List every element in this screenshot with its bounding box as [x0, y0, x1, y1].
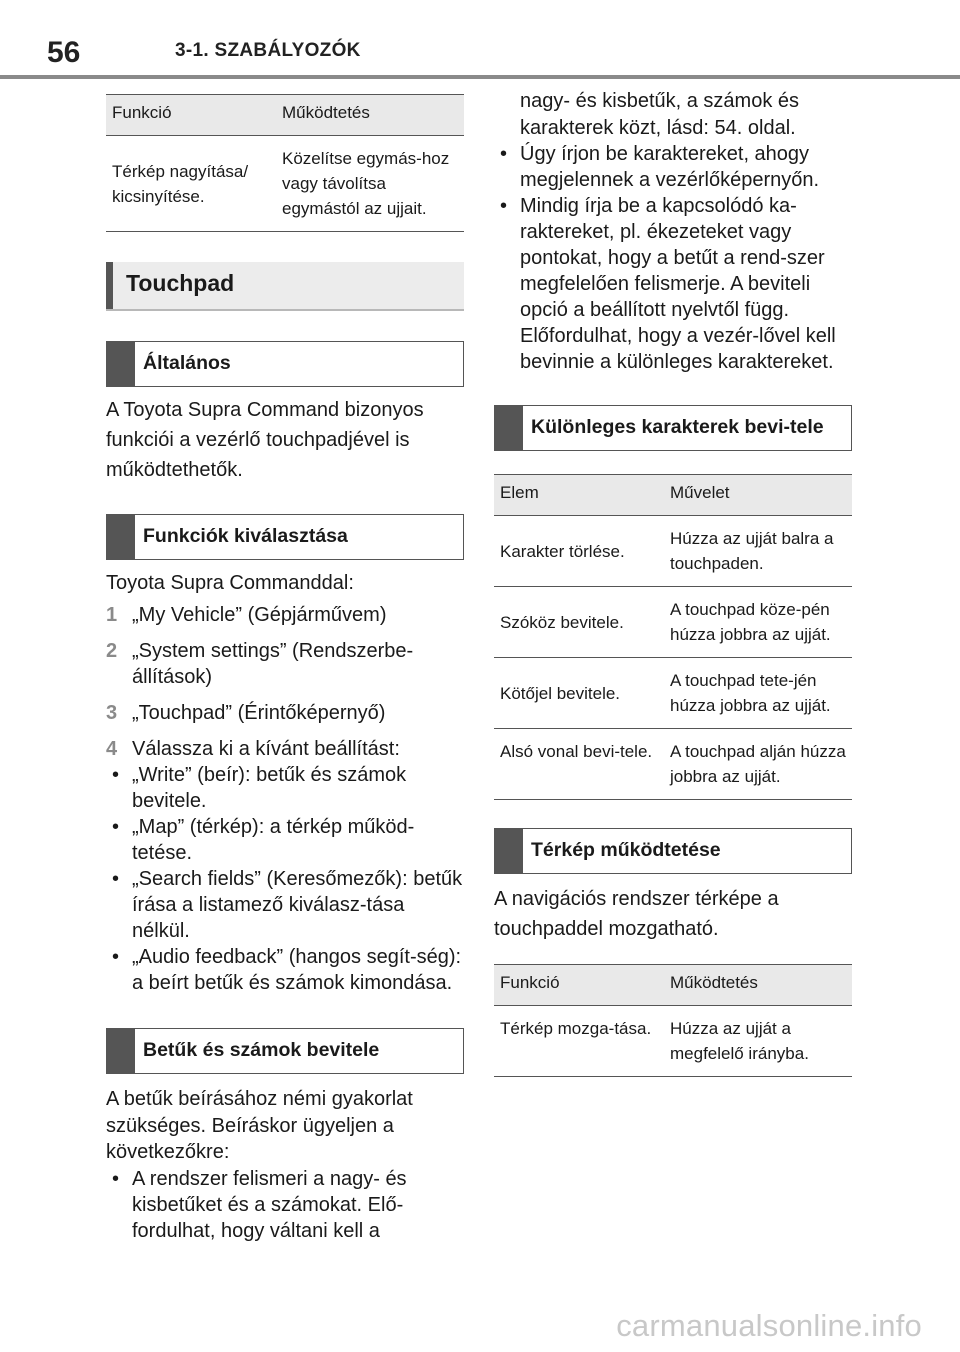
- page-number: 56: [47, 36, 81, 69]
- table-header: Funkció: [494, 965, 664, 1006]
- bullet-item: • „Search fields” (Keresőmezők): betűk írása a listamező kiválasz-tása nélkül.: [106, 866, 464, 944]
- input-paragraph: A betűk beírásához némi gyakorlat szükséges. Beíráskor ügyeljen a következőkre:: [106, 1088, 413, 1163]
- table-cell: Alsó vonal bevi-tele.: [494, 729, 664, 800]
- page-header: [0, 0, 960, 80]
- bullet-item: • „Map” (térkép): a térkép működ-tetése.: [106, 814, 464, 866]
- subheading-text-input: Betűk és számok bevitele: [106, 1028, 464, 1074]
- subheading-function-select: Funkciók kiválasztása: [106, 514, 464, 560]
- table-row: [494, 516, 852, 587]
- table-cell: A touchpad köze-pén húzza jobbra az ujját.: [664, 587, 852, 658]
- map-paragraph: A navigációs rendszer térképe a touchpaddel mozgatható.: [494, 888, 779, 940]
- table-header: Funkció: [106, 95, 276, 136]
- special-characters-table: [494, 474, 852, 800]
- step-text: „Touchpad” (Érintőképernyő): [132, 702, 386, 724]
- table-cell: A touchpad tete-jén húzza jobbra az ujját.: [664, 658, 852, 729]
- bullet-item: • „Audio feedback” (hangos segít-ség): a beírt betűk és számok kimondása.: [106, 944, 464, 996]
- step-number: 3: [106, 702, 118, 724]
- section-title: 3-1. SZABÁLYOZÓK: [175, 40, 361, 61]
- step-item: [106, 700, 464, 726]
- step-number: 1: [106, 604, 118, 626]
- zoom-function-table: [106, 94, 464, 232]
- step-item: [106, 638, 464, 690]
- bullet-item: • Úgy írjon be karaktereket, ahogy megjelennek a vezérlőképernyőn.: [494, 141, 852, 193]
- subheading-general: Általános: [106, 341, 464, 387]
- left-column: [106, 94, 464, 1244]
- table-cell: Térkép nagyítása/ kicsinyítése.: [106, 136, 276, 232]
- subheading-special-characters: Különleges karakterek bevi-tele: [494, 405, 852, 451]
- section-banner-touchpad: Touchpad: [106, 262, 464, 311]
- table-cell: Húzza az ujját balra a touchpaden.: [664, 516, 852, 587]
- table-row: [494, 1006, 852, 1077]
- step-text: „System settings” (Rendszerbe-állítások): [132, 640, 414, 688]
- table-row: [494, 658, 852, 729]
- table-cell: Húzza az ujját a megfelelő irányba.: [664, 1006, 852, 1077]
- table-cell: Karakter törlése.: [494, 516, 664, 587]
- step-text: Válassza ki a kívánt beállítást:: [132, 738, 400, 760]
- table-header: Működtetés: [664, 965, 852, 1006]
- bullet-item: • Mindig írja be a kapcsolódó ka-raktereket, pl. ékezeteket vagy pontokat, hogy a betűt a rend-szer megfelelően felismerje. A beviteli opció a beállított nyelvtől függ. Előfordulhat, hogy a vezér-lővel kell bevinnie a különleges karaktereket.: [494, 193, 852, 375]
- table-row: [106, 136, 464, 232]
- step-item: [106, 736, 464, 762]
- bullet-item: • „Write” (beír): betűk és számok bevitele.: [106, 762, 464, 814]
- table-cell: Térkép mozga-tása.: [494, 1006, 664, 1077]
- header-rule: [0, 75, 960, 79]
- table-row: [494, 587, 852, 658]
- select-intro: Toyota Supra Commanddal:: [106, 572, 354, 594]
- right-column: [494, 88, 852, 1077]
- subheading-map-operation: Térkép működtetése: [494, 828, 852, 874]
- step-item: [106, 602, 464, 628]
- table-header: Elem: [494, 475, 664, 516]
- map-function-table: [494, 964, 852, 1077]
- table-cell: Kötőjel bevitele.: [494, 658, 664, 729]
- table-cell: A touchpad alján húzza jobbra az ujját.: [664, 729, 852, 800]
- table-header: Működtetés: [276, 95, 464, 136]
- step-text: „My Vehicle” (Gépjárművem): [132, 604, 387, 626]
- watermark: carmanualsonline.info: [616, 1308, 922, 1343]
- continued-text: nagy- és kisbetűk, a számok és karakterek közt, lásd: 54. oldal.: [520, 90, 800, 139]
- table-cell: Közelítse egymás-hoz vagy távolítsa egymástól az ujjait.: [276, 136, 464, 232]
- table-row: [494, 729, 852, 800]
- table-cell: Szóköz bevitele.: [494, 587, 664, 658]
- table-header: Művelet: [664, 475, 852, 516]
- step-number: 2: [106, 640, 118, 662]
- bullet-item: • A rendszer felismeri a nagy- és kisbetűket és a számokat. Elő-fordulhat, hogy váltani kell a: [106, 1166, 464, 1244]
- step-number: 4: [106, 738, 118, 760]
- general-paragraph: A Toyota Supra Command bizonyos funkciói a vezérlő touchpadjével is működtethetők.: [106, 399, 424, 481]
